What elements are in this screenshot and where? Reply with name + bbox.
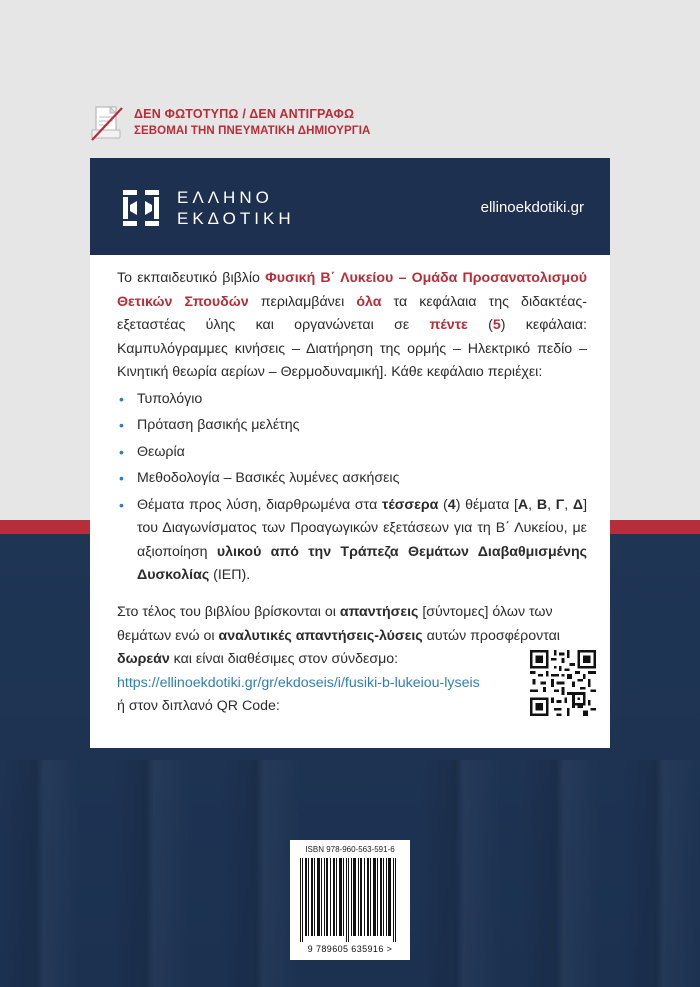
emphasis-five: πέντε [429, 317, 468, 333]
text: αυτών προσφέρονται [422, 627, 560, 644]
book-description [117, 267, 587, 588]
emphasis-free: δωρεάν [117, 651, 170, 667]
answers-paragraph [117, 601, 587, 672]
notice-line-1: ΔΕΝ ΦΩΤΟΤΥΠΩ / ΔΕΝ ΑΝΤΙΓΡΑΦΩ [134, 107, 355, 121]
list-item [117, 441, 587, 465]
list-item-text: Πρόταση βασικής μελέτης [137, 417, 300, 433]
isbn-barcode [290, 840, 410, 960]
answers-section [117, 601, 587, 719]
curtain-fold [110, 760, 190, 987]
isbn-digits: 9 789605 635916 > [307, 944, 393, 954]
emphasis-all: όλα [356, 293, 382, 310]
text: , [564, 496, 573, 513]
qr-code-icon[interactable] [530, 650, 596, 716]
logo-line-1: ΕΛΛΗΝΟ [177, 188, 273, 207]
barcode-icon [298, 858, 402, 942]
list-item-text: Τυπολόγιο [137, 390, 203, 407]
topic-letter: Γ [555, 496, 565, 513]
logo-line-2: ΕΚΔΟΤΙΚΗ [177, 209, 295, 228]
emphasis-question-bank: υλικού από την Τράπεζα Θεμάτων Διαβαθμισμένης Δυσκολίας [137, 543, 587, 583]
list-item [117, 467, 587, 491]
description-paragraph [117, 267, 587, 385]
text: τα κεφάλαια της διδακτέας-εξεταστέας ύλης και οργανώνεται σε [117, 293, 587, 333]
list-item [117, 388, 587, 412]
bullet-icon: • [119, 496, 124, 513]
list-item-text: Θεωρία [137, 443, 185, 460]
text: και είναι διαθέσιμες στον σύνδεσμο: [169, 651, 399, 667]
emphasis-detailed: αναλυτικές απαντήσεις-λύσεις [218, 627, 423, 644]
notice-line-2: ΣΕΒΟΜΑΙ ΤΗΝ ΠΝΕΥΜΑΤΙΚΗ ΔΗΜΙΟΥΡΓΙΑ [134, 125, 371, 137]
text: ) κεφάλαια: Καμπυλόγραμμες κινήσεις – Διατήρηση της ορμής – Ηλεκτρικό πεδίο – Κινητική θεωρία αερίων – Θερμοδυναμική]. Κάθε κεφάλαιο περιέχει: [117, 317, 587, 380]
curtain-fold [0, 760, 80, 987]
text: ( [438, 496, 448, 513]
info-card [90, 158, 610, 748]
text: (ΙΕΠ). [209, 567, 251, 583]
text: , [547, 496, 556, 513]
text: Στο τέλος του βιβλίου βρίσκονται οι [117, 604, 340, 620]
text: ) θέματα [ [455, 496, 518, 513]
text: ( [467, 317, 493, 333]
curtain-fold [620, 760, 700, 987]
topic-letter: Δ [572, 496, 584, 513]
emphasis-four-number: 4 [447, 496, 456, 513]
text: περιλαμβάνει [248, 293, 357, 310]
publisher-logo-icon [121, 188, 161, 228]
curtain-fold [420, 760, 500, 987]
emphasis-four: τέσσερα [381, 496, 439, 513]
topic-letter: Β [536, 496, 548, 513]
publisher-website[interactable]: ellinoekdotiki.gr [480, 199, 584, 216]
copyright-notice [90, 104, 390, 144]
text: ] του Διαγωνίσματος των Προαγωγικών εξετάσεων για τη Β΄ Λυκείου, με αξιοποίηση [137, 496, 588, 560]
bullet-icon: • [119, 390, 124, 407]
bullet-icon: • [119, 443, 124, 460]
crossed-out-copier-icon [90, 104, 126, 142]
text: , [528, 496, 537, 513]
book-title: Φυσική Β΄ Λυκείου – Ομάδα Προσανατολισμού Θετικών Σπουδών [117, 270, 588, 310]
qr-caption: ή στον διπλανό QR Code: [117, 698, 280, 714]
publisher-header [90, 158, 610, 255]
emphasis-answers: απαντήσεις [339, 604, 419, 620]
curtain-fold [220, 760, 300, 987]
bullet-icon: • [119, 417, 124, 433]
solutions-link-line [117, 672, 587, 696]
solutions-link[interactable]: https://ellinoekdotiki.gr/gr/ekdoseis/i/fusiki-b-lukeiou-lyseis [117, 674, 480, 691]
list-item [117, 494, 587, 588]
text: Θέματα προς λύση, διαρθρωμένα στα [137, 496, 382, 513]
text: [σύντομες] όλων των θεμάτων ενώ οι [117, 604, 553, 644]
list-item [117, 414, 587, 438]
list-item-text: Μεθοδολογία – Βασικές λυμένες ασκήσεις [137, 470, 400, 486]
text: Το εκπαιδευτικό βιβλίο [117, 270, 266, 286]
emphasis-five-number: 5 [492, 317, 501, 333]
isbn-label: ISBN 978-960-563-591-6 [305, 845, 395, 854]
contents-list [117, 388, 587, 588]
curtain-fold [520, 760, 600, 987]
topic-letter: Α [517, 496, 529, 513]
bullet-icon: • [119, 470, 124, 486]
